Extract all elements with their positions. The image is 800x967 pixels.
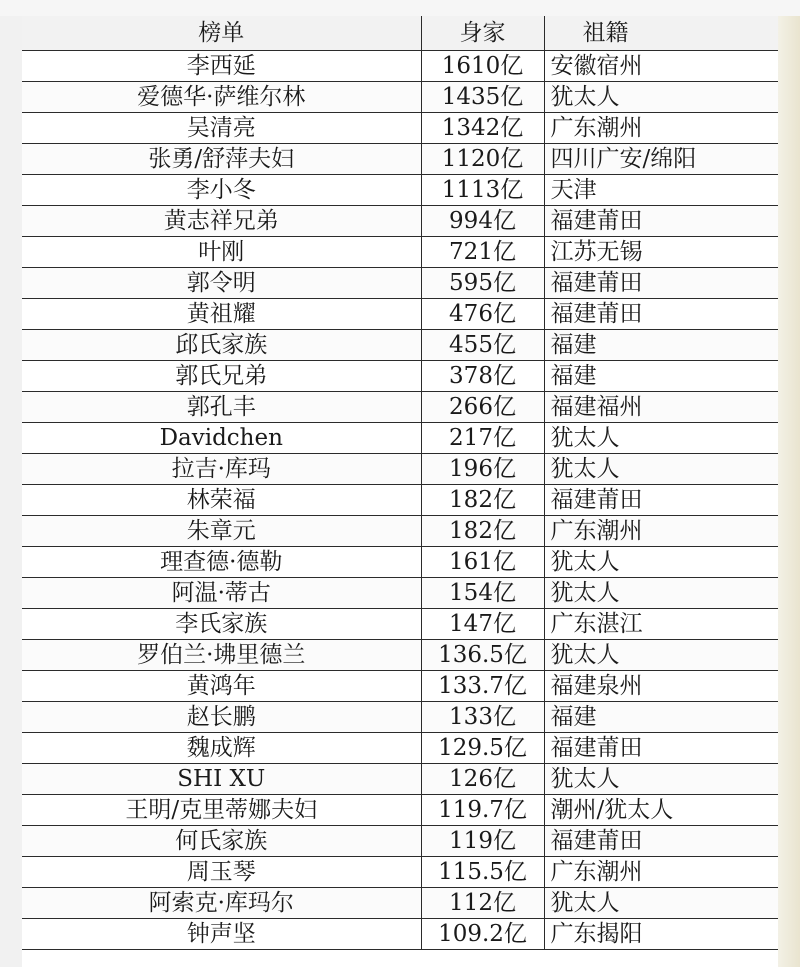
table-row bbox=[22, 609, 778, 640]
table-row bbox=[22, 516, 778, 547]
table-body bbox=[22, 51, 778, 950]
worth-cell: 109.2亿 bbox=[421, 919, 544, 950]
table-row bbox=[22, 857, 778, 888]
table-row bbox=[22, 330, 778, 361]
name-cell: 朱章元 bbox=[22, 516, 421, 547]
table-row bbox=[22, 175, 778, 206]
origin-cell: 福建莆田 bbox=[544, 299, 778, 330]
top-margin bbox=[0, 0, 800, 16]
name-cell: 李氏家族 bbox=[22, 609, 421, 640]
worth-cell: 1113亿 bbox=[421, 175, 544, 206]
name-cell: 王明/克里蒂娜夫妇 bbox=[22, 795, 421, 826]
name-cell: Davidchen bbox=[22, 423, 421, 454]
origin-cell: 福建福州 bbox=[544, 392, 778, 423]
table-row bbox=[22, 361, 778, 392]
origin-cell: 福建 bbox=[544, 330, 778, 361]
header-name: 榜单 bbox=[22, 16, 421, 51]
table-row bbox=[22, 268, 778, 299]
table-row bbox=[22, 919, 778, 950]
worth-cell: 129.5亿 bbox=[421, 733, 544, 764]
table-row bbox=[22, 454, 778, 485]
worth-cell: 721亿 bbox=[421, 237, 544, 268]
origin-cell: 江苏无锡 bbox=[544, 237, 778, 268]
name-cell: 阿温·蒂古 bbox=[22, 578, 421, 609]
name-cell: 黄鸿年 bbox=[22, 671, 421, 702]
table-row bbox=[22, 206, 778, 237]
header-row bbox=[22, 16, 778, 51]
name-cell: SHI XU bbox=[22, 764, 421, 795]
worth-cell: 112亿 bbox=[421, 888, 544, 919]
table-row bbox=[22, 299, 778, 330]
right-margin bbox=[778, 16, 800, 967]
worth-cell: 455亿 bbox=[421, 330, 544, 361]
name-cell: 钟声坚 bbox=[22, 919, 421, 950]
origin-cell: 犹太人 bbox=[544, 640, 778, 671]
origin-cell: 广东潮州 bbox=[544, 516, 778, 547]
table-row bbox=[22, 51, 778, 82]
table-row bbox=[22, 237, 778, 268]
worth-cell: 126亿 bbox=[421, 764, 544, 795]
name-cell: 李西延 bbox=[22, 51, 421, 82]
worth-cell: 161亿 bbox=[421, 547, 544, 578]
table-header bbox=[22, 16, 778, 51]
ranking-table-container bbox=[22, 16, 778, 967]
worth-cell: 196亿 bbox=[421, 454, 544, 485]
table-row bbox=[22, 888, 778, 919]
origin-cell: 天津 bbox=[544, 175, 778, 206]
name-cell: 林荣福 bbox=[22, 485, 421, 516]
origin-cell: 犹太人 bbox=[544, 578, 778, 609]
header-origin: 祖籍 bbox=[544, 16, 778, 51]
origin-cell: 犹太人 bbox=[544, 764, 778, 795]
worth-cell: 182亿 bbox=[421, 485, 544, 516]
table-row bbox=[22, 423, 778, 454]
table-row bbox=[22, 640, 778, 671]
table-row bbox=[22, 702, 778, 733]
origin-cell: 犹太人 bbox=[544, 547, 778, 578]
worth-cell: 136.5亿 bbox=[421, 640, 544, 671]
table-row bbox=[22, 578, 778, 609]
name-cell: 郭孔丰 bbox=[22, 392, 421, 423]
worth-cell: 115.5亿 bbox=[421, 857, 544, 888]
name-cell: 周玉琴 bbox=[22, 857, 421, 888]
name-cell: 黄祖耀 bbox=[22, 299, 421, 330]
table-row bbox=[22, 547, 778, 578]
table-row bbox=[22, 144, 778, 175]
origin-cell: 福建莆田 bbox=[544, 268, 778, 299]
table-row bbox=[22, 82, 778, 113]
worth-cell: 476亿 bbox=[421, 299, 544, 330]
name-cell: 阿索克·库玛尔 bbox=[22, 888, 421, 919]
name-cell: 理查德·德勒 bbox=[22, 547, 421, 578]
name-cell: 李小冬 bbox=[22, 175, 421, 206]
name-cell: 何氏家族 bbox=[22, 826, 421, 857]
origin-cell: 福建 bbox=[544, 361, 778, 392]
origin-cell: 犹太人 bbox=[544, 454, 778, 485]
origin-cell: 福建莆田 bbox=[544, 485, 778, 516]
worth-cell: 147亿 bbox=[421, 609, 544, 640]
origin-cell: 犹太人 bbox=[544, 888, 778, 919]
name-cell: 郭氏兄弟 bbox=[22, 361, 421, 392]
origin-cell: 犹太人 bbox=[544, 82, 778, 113]
name-cell: 叶刚 bbox=[22, 237, 421, 268]
worth-cell: 133亿 bbox=[421, 702, 544, 733]
table-row bbox=[22, 113, 778, 144]
table-row bbox=[22, 826, 778, 857]
origin-cell: 福建 bbox=[544, 702, 778, 733]
worth-cell: 994亿 bbox=[421, 206, 544, 237]
worth-cell: 1610亿 bbox=[421, 51, 544, 82]
origin-cell: 福建莆田 bbox=[544, 733, 778, 764]
worth-cell: 133.7亿 bbox=[421, 671, 544, 702]
header-worth: 身家 bbox=[421, 16, 544, 51]
worth-cell: 1435亿 bbox=[421, 82, 544, 113]
origin-cell: 广东潮州 bbox=[544, 857, 778, 888]
name-cell: 郭令明 bbox=[22, 268, 421, 299]
worth-cell: 595亿 bbox=[421, 268, 544, 299]
name-cell: 张勇/舒萍夫妇 bbox=[22, 144, 421, 175]
worth-cell: 119.7亿 bbox=[421, 795, 544, 826]
name-cell: 拉吉·库玛 bbox=[22, 454, 421, 485]
worth-cell: 217亿 bbox=[421, 423, 544, 454]
worth-cell: 119亿 bbox=[421, 826, 544, 857]
name-cell: 魏成辉 bbox=[22, 733, 421, 764]
table-row bbox=[22, 485, 778, 516]
origin-cell: 福建莆田 bbox=[544, 826, 778, 857]
worth-cell: 1120亿 bbox=[421, 144, 544, 175]
worth-cell: 378亿 bbox=[421, 361, 544, 392]
origin-cell: 广东揭阳 bbox=[544, 919, 778, 950]
name-cell: 罗伯兰·坲里德兰 bbox=[22, 640, 421, 671]
name-cell: 黄志祥兄弟 bbox=[22, 206, 421, 237]
origin-cell: 安徽宿州 bbox=[544, 51, 778, 82]
origin-cell: 福建莆田 bbox=[544, 206, 778, 237]
name-cell: 邱氏家族 bbox=[22, 330, 421, 361]
origin-cell: 潮州/犹太人 bbox=[544, 795, 778, 826]
table-row bbox=[22, 671, 778, 702]
worth-cell: 1342亿 bbox=[421, 113, 544, 144]
ranking-table bbox=[22, 16, 778, 950]
origin-cell: 广东潮州 bbox=[544, 113, 778, 144]
name-cell: 吴清亮 bbox=[22, 113, 421, 144]
name-cell: 赵长鹏 bbox=[22, 702, 421, 733]
table-row bbox=[22, 795, 778, 826]
origin-cell: 犹太人 bbox=[544, 423, 778, 454]
name-cell: 爱德华·萨维尔林 bbox=[22, 82, 421, 113]
worth-cell: 266亿 bbox=[421, 392, 544, 423]
worth-cell: 182亿 bbox=[421, 516, 544, 547]
origin-cell: 广东湛江 bbox=[544, 609, 778, 640]
origin-cell: 福建泉州 bbox=[544, 671, 778, 702]
origin-cell: 四川广安/绵阳 bbox=[544, 144, 778, 175]
table-row bbox=[22, 392, 778, 423]
worth-cell: 154亿 bbox=[421, 578, 544, 609]
table-row bbox=[22, 733, 778, 764]
table-row bbox=[22, 764, 778, 795]
